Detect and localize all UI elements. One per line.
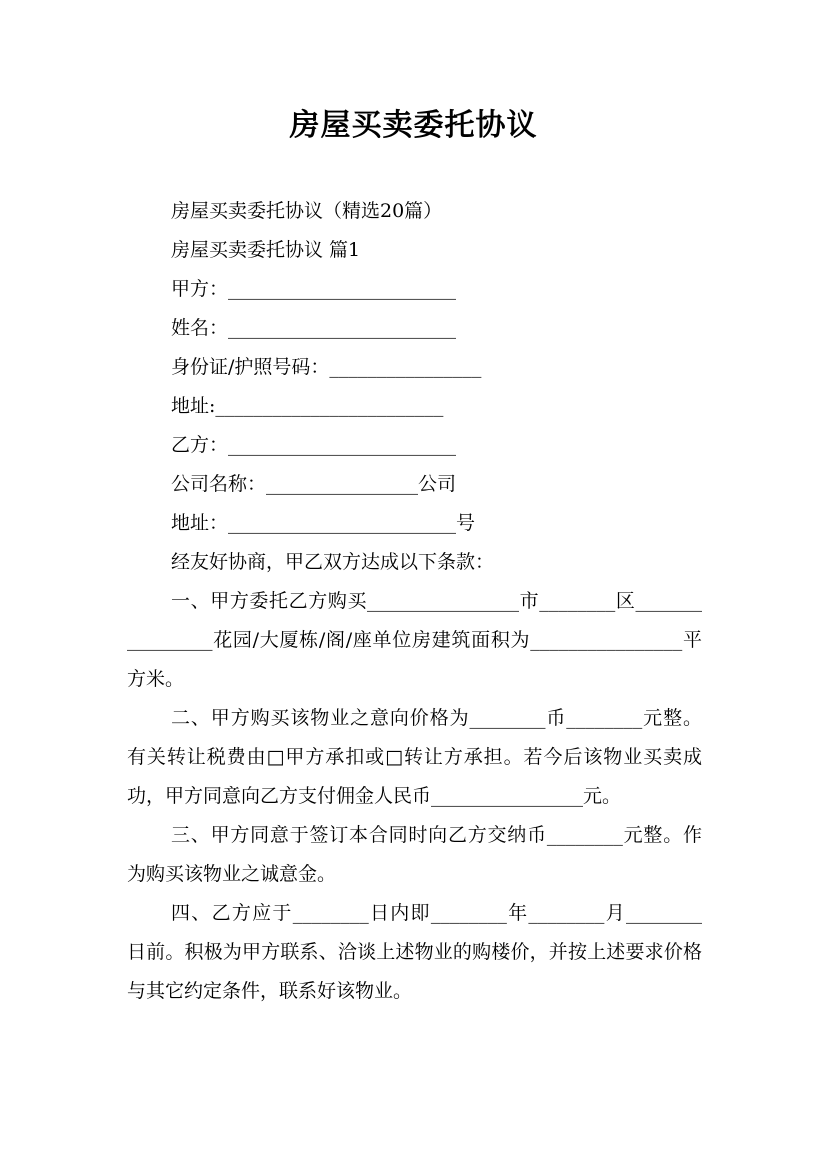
party-a-line: 甲方：________________________: [171, 278, 457, 300]
document-body: [127, 192, 702, 1011]
party-b-line: 乙方：________________________: [171, 434, 457, 456]
intro-line: 经友好协商，甲乙双方达成以下条款：: [171, 551, 495, 573]
address-line-b: 地址：________________________号: [171, 512, 476, 534]
clause-3: 三、甲方同意于签订本合同时向乙方交纳币________元整。作为购买该物业之诚意金。: [127, 824, 702, 885]
clause-2: 二、甲方购买该物业之意向价格为________币________元整。有关转让税费由□甲方承扣或□转让方承担。若今后该物业买卖成功，甲方同意向乙方支付佣金人民币________________元。: [127, 707, 702, 807]
address-line-a: 地址:________________________: [171, 395, 444, 417]
company-name-line: 公司名称：________________公司: [171, 473, 457, 495]
id-number-line: 身份证/护照号码：________________: [171, 356, 482, 378]
document-title: 房屋买卖委托协议: [289, 108, 538, 143]
section-heading: 房屋买卖委托协议 篇1: [171, 239, 361, 261]
clause-1: 一、甲方委托乙方购买________________市________区________________花园/大厦栋/阁/座单位房建筑面积为________________平方米。: [127, 590, 702, 690]
clause-4: 四、乙方应于________日内即________年________月________日前。积极为甲方联系、洽谈上述物业的购楼价，并按上述要求价格与其它约定条件，联系好该物业。: [127, 902, 702, 1002]
name-line: 姓名：________________________: [171, 317, 457, 339]
subtitle-line: 房屋买卖委托协议（精选20篇）: [171, 200, 443, 222]
